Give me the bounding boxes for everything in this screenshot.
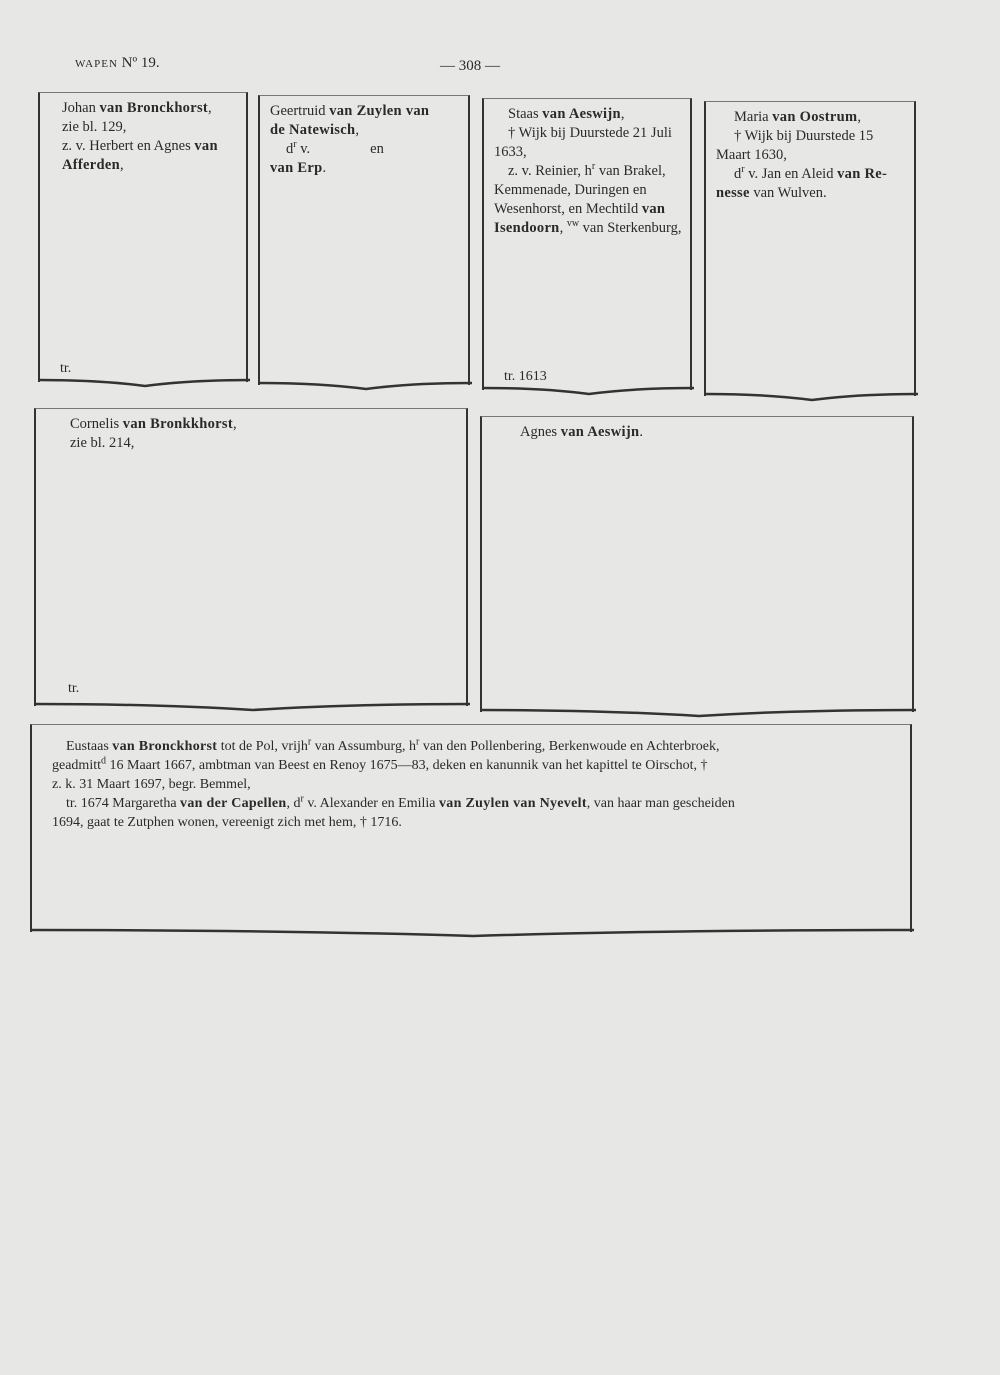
header-number: Nº 19. <box>121 55 160 71</box>
text-line: 1633, <box>494 144 527 160</box>
scroll-bottom-curl <box>36 700 470 714</box>
text-line: Afferden, <box>62 157 124 173</box>
text-line: Maart 1630, <box>716 147 787 163</box>
text-line: zie bl. 129, <box>62 119 127 135</box>
genealogy-box-johan <box>38 92 248 382</box>
text-line: Isendoorn, $^{vw}$ van Sterkenburg, <box>494 218 682 236</box>
marriage-label: tr. 1613 <box>504 369 547 384</box>
genealogy-box-agnes <box>480 416 914 712</box>
scroll-bottom-curl <box>484 384 694 398</box>
text-line: Cornelis van Bronkkhorst, <box>70 416 237 432</box>
text-line: $d^r$ v. Jan en Aleid van Re- <box>734 164 888 182</box>
scroll-bottom-curl <box>260 379 472 393</box>
text-line: $d^r$ v. en <box>286 139 384 157</box>
text-line: z. v. Reinier, $h^r$ van Brakel, <box>508 161 666 179</box>
text-line: z. k. 31 Maart 1697, begr. Bemmel, <box>52 777 251 792</box>
scroll-bottom-curl <box>706 390 918 404</box>
header-label: WAPEN <box>75 58 118 70</box>
marriage-label: tr. <box>68 681 80 696</box>
text-line: Maria van Oostrum, <box>734 109 861 125</box>
text-line: tr. 1674 Margaretha van der Capellen, $d^r$ v. Alexander en Emilia van Zuylen van Nyevelt, van haar man gescheiden <box>66 793 735 811</box>
text-line: 1694, gaat te Zutphen wonen, vereenigt zich met hem, † 1716. <box>52 815 402 830</box>
text-line: Wesenhorst, en Mechtild van <box>494 201 666 217</box>
genealogy-box-maria <box>704 101 916 396</box>
text-line: de Natewisch, <box>270 122 359 138</box>
text-line: Eustaas van Bronckhorst tot de Pol, vrijh$^r$ van Assumburg, $h^r$ van den Pollenbering, Berkenwoude en Achterbroek, <box>66 736 720 754</box>
page-number: — 308 — <box>440 58 500 74</box>
text-line: Johan van Bronckhorst, <box>62 100 212 116</box>
scroll-bottom-curl <box>482 706 916 720</box>
text-line: z. v. Herbert en Agnes van <box>62 138 218 154</box>
text-line: † Wijk bij Duurstede 21 Juli <box>508 125 672 141</box>
genealogy-box-cornelis <box>34 408 468 706</box>
text-line: nesse van Wulven. <box>716 185 827 201</box>
text-line: Agnes van Aeswijn. <box>520 424 643 440</box>
page-header-left <box>75 55 160 72</box>
text-line: Kemmenade, Duringen en <box>494 182 647 198</box>
text-line: zie bl. 214, <box>70 435 135 451</box>
text-line: van Erp. <box>270 160 327 176</box>
scroll-bottom-curl <box>32 926 914 940</box>
genealogy-box-eustaas <box>30 724 912 932</box>
scroll-bottom-curl <box>40 376 250 390</box>
text-line: † Wijk bij Duurstede 15 <box>734 128 874 144</box>
genealogy-box-staas <box>482 98 692 390</box>
text-line: Staas van Aeswijn, <box>508 106 625 122</box>
marriage-label: tr. <box>60 361 72 376</box>
genealogy-box-geertruid <box>258 95 470 385</box>
text-line: Geertruid van Zuylen van <box>270 103 430 119</box>
text-line: geadmitt$^d$ 16 Maart 1667, ambtman van Beest en Renoy 1675—83, deken en kanunnik van het kapittel te Oirschot, † <box>52 755 708 773</box>
